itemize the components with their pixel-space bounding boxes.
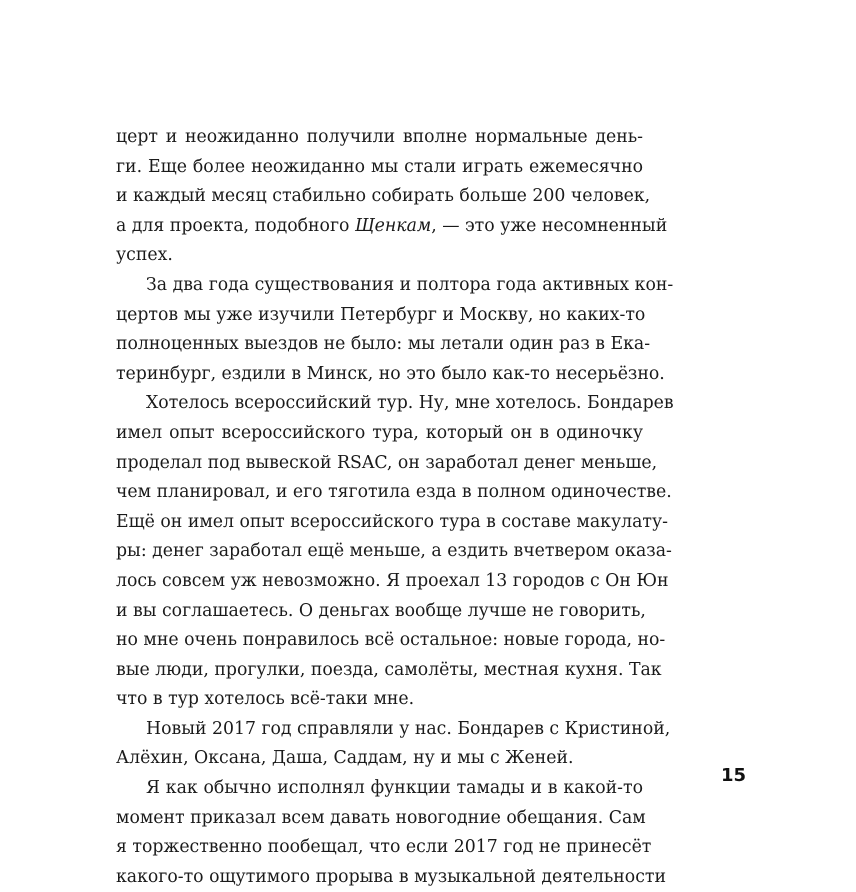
text-line: и каждый месяц стабильно собирать больше 200 человек, bbox=[116, 186, 651, 207]
text-line: проделал под вывеской RSAC, он заработал денег меньше, bbox=[116, 452, 658, 473]
text-line: Ещё он имел опыт всероссийского тура в составе макулату- bbox=[116, 511, 668, 532]
text-line: ги. Еще более неожиданно мы стали играть ежемесячно bbox=[116, 156, 643, 177]
text-line: лось совсем уж невозможно. Я проехал 13 городов с Он Юн bbox=[116, 570, 669, 591]
text-line: успех. bbox=[116, 245, 173, 266]
body-text bbox=[116, 123, 674, 892]
text-line: полноценных выездов не было: мы летали один раз в Ека- bbox=[116, 334, 651, 355]
text-segment: , — это уже несомненный bbox=[431, 215, 668, 236]
text-line: какого-то ощутимого прорыва в музыкальной деятельности bbox=[116, 866, 666, 887]
page-number: 15 bbox=[721, 765, 747, 786]
text-line: За два года существования и полтора года активных кон- bbox=[146, 274, 674, 295]
text-line: ры: денег заработал ещё меньше, а ездить вчетвером оказа- bbox=[116, 541, 672, 562]
text-line: церт и неожиданно получили вполне нормальные день- bbox=[116, 127, 643, 147]
text-line: Новый 2017 год справляли у нас. Бондарев с Кристиной, bbox=[146, 718, 671, 739]
text-line: Хотелось всероссийский тур. Ну, мне хотелось. Бондарев bbox=[146, 393, 674, 414]
text-line: Алёхин, Оксана, Даша, Саддам, ну и мы с Женей. bbox=[116, 748, 574, 769]
text-line: что в тур хотелось всё-таки мне. bbox=[116, 689, 415, 710]
text-line: но мне очень понравилось всё остальное: новые города, но- bbox=[116, 630, 666, 651]
text-line: я торжественно пообещал, что если 2017 год не принесёт bbox=[116, 837, 652, 858]
text-line: теринбург, ездили в Минск, но это было как-то несерьёзно. bbox=[116, 363, 665, 384]
text-line: и вы соглашаетесь. О деньгах вообще лучше не говорить, bbox=[116, 600, 646, 621]
text-segment: а для проекта, подобного bbox=[116, 215, 355, 236]
text-line: чем планировал, и его тяготила езда в полном одиночестве. bbox=[116, 482, 672, 503]
text-line: момент приказал всем давать новогодние обещания. Сам bbox=[116, 807, 646, 828]
italic-title: Щенкам bbox=[354, 215, 432, 236]
text-line: Я как обычно исполнял функции тамады и в какой-то bbox=[146, 778, 643, 799]
text-line: цертов мы уже изучили Петербург и Москву, но каких-то bbox=[116, 304, 646, 325]
text-line: вые люди, прогулки, поезда, самолёты, местная кухня. Так bbox=[116, 659, 662, 680]
text-line: имел опыт всероссийского тура, который он в одиночку bbox=[116, 422, 643, 443]
text-line bbox=[116, 212, 668, 242]
